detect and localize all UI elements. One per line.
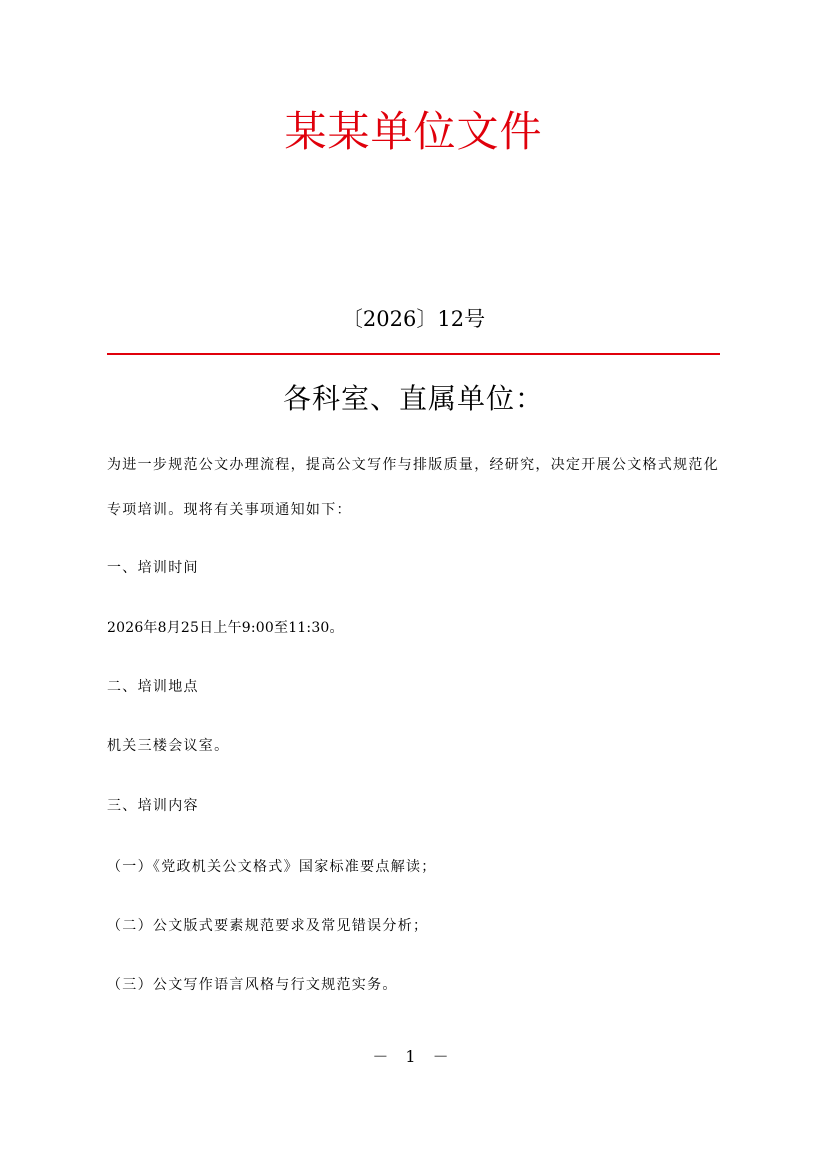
document-header-title: 某某单位文件 xyxy=(284,107,543,156)
intro-paragraph-line-2: 专项培训。现将有关事项通知如下： xyxy=(107,502,352,518)
section-text-location: 机关三楼会议室。 xyxy=(107,738,230,754)
content-item-3: （三）公文写作语言风格与行文规范实务。 xyxy=(107,977,398,993)
addressee: 各科室、直属单位： xyxy=(282,382,544,415)
document-number: 〔2026〕12号 xyxy=(341,307,486,331)
page-number: － 1 － xyxy=(372,1047,455,1066)
content-item-2: （二）公文版式要素规范要求及常见错误分析； xyxy=(107,918,429,934)
section-text-time: 2026年8月25日上午9:00至11:30。 xyxy=(107,620,344,636)
content-item-1: （一）《党政机关公文格式》国家标准要点解读； xyxy=(107,859,437,875)
section-heading-time: 一、培训时间 xyxy=(107,560,199,576)
header-separator-rule xyxy=(107,353,720,355)
section-heading-content: 三、培训内容 xyxy=(107,798,199,814)
intro-paragraph-line-1: 为进一步规范公文办理流程，提高公文写作与排版质量，经研究，决定开展公文格式规范化 xyxy=(107,457,719,473)
section-heading-location: 二、培训地点 xyxy=(107,679,199,695)
